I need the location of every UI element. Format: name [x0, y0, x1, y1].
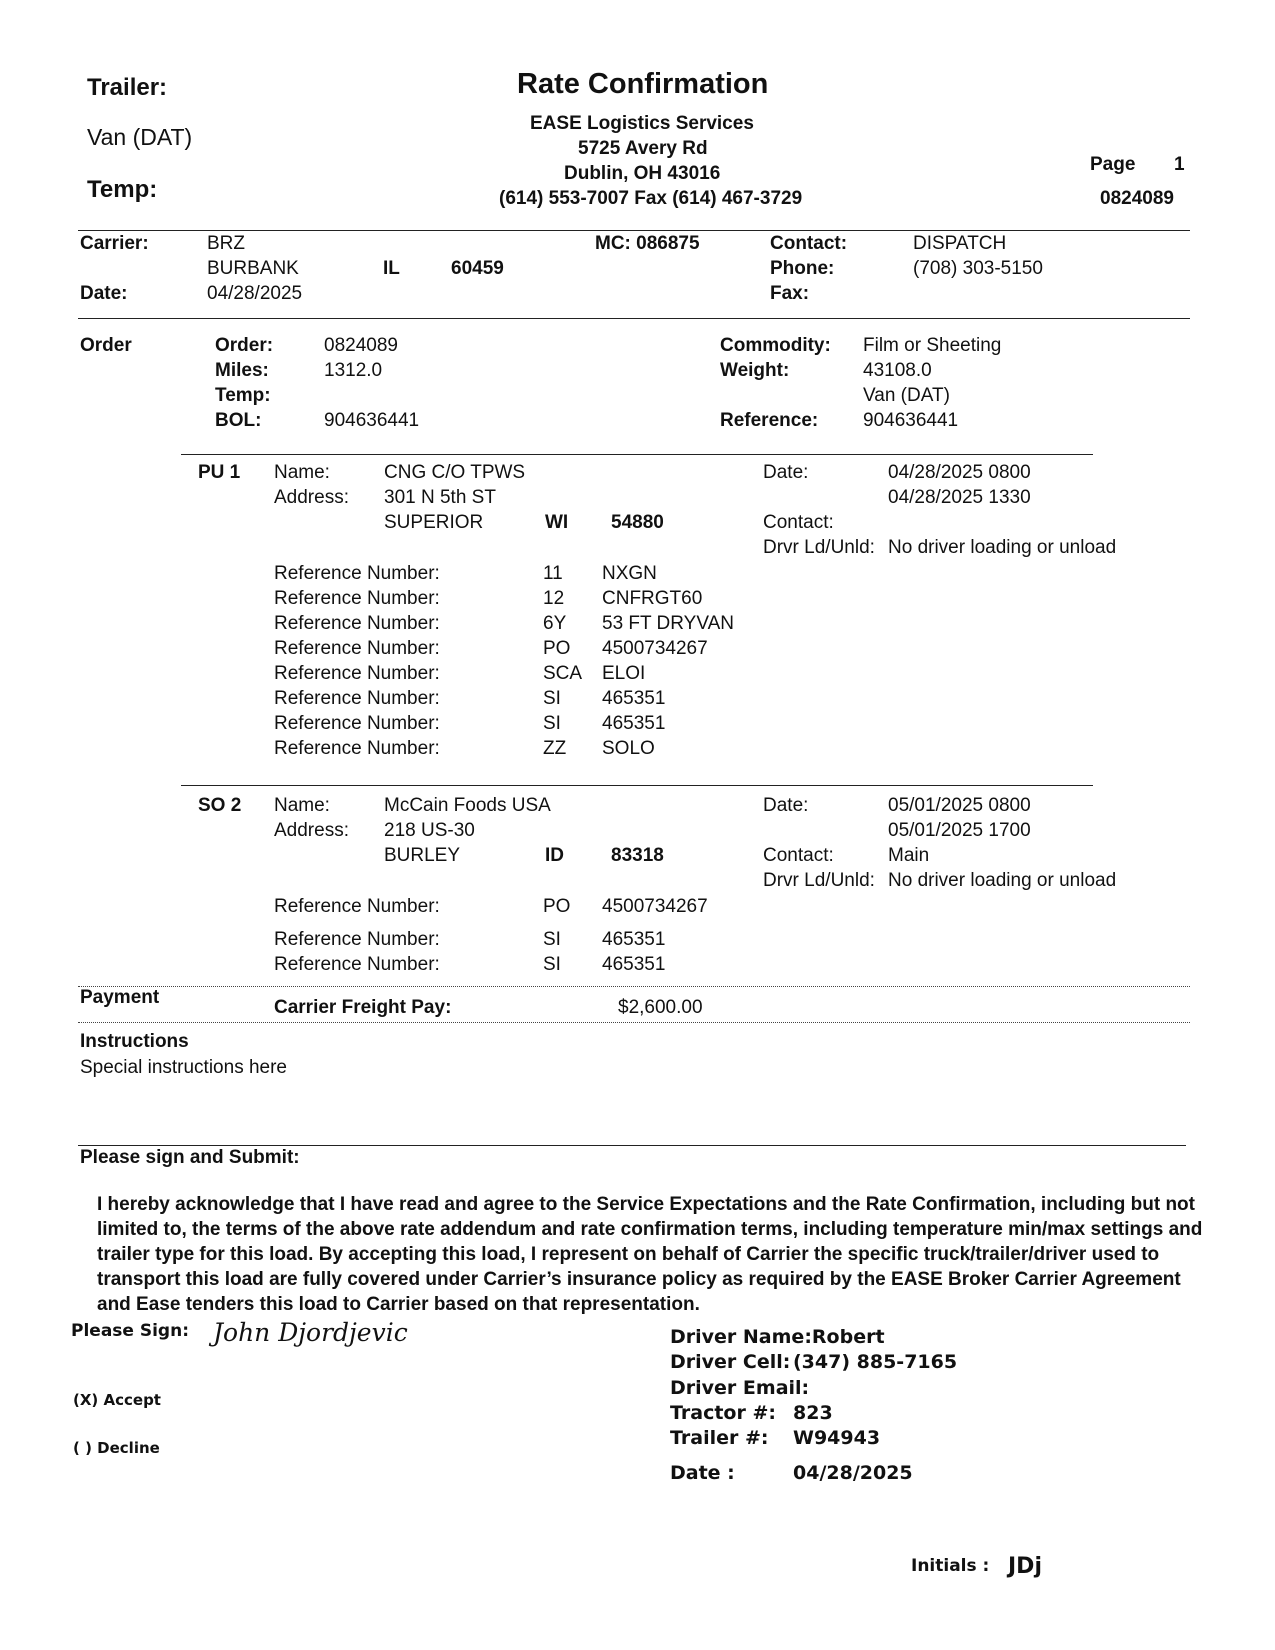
- ref-code: 12: [543, 588, 565, 609]
- stop-zip: 83318: [611, 845, 664, 866]
- commodity-value: Film or Sheeting: [863, 335, 1002, 356]
- ref-code: SI: [543, 688, 561, 709]
- stop-zip: 54880: [611, 512, 664, 533]
- ref-value: 4500734267: [602, 638, 708, 659]
- sign-heading: Please sign and Submit:: [80, 1147, 300, 1168]
- weight-label: Weight:: [720, 360, 790, 381]
- ref-value: 465351: [602, 929, 666, 950]
- ref-code: SI: [543, 954, 561, 975]
- carrier-mc: MC: 086875: [595, 233, 700, 254]
- stop-address-label: Address:: [274, 820, 349, 841]
- ref-value: NXGN: [602, 563, 657, 584]
- company-address-2: Dublin, OH 43016: [564, 163, 721, 184]
- signature: John Djordjevic: [213, 1318, 408, 1347]
- stop-drvr-value: No driver loading or unload: [888, 537, 1117, 558]
- ref-code: SCA: [543, 663, 583, 684]
- carrier-freight-pay-label: Carrier Freight Pay:: [274, 997, 452, 1018]
- phone-label: Phone:: [770, 258, 835, 279]
- stop-address-label: Address:: [274, 487, 349, 508]
- consent-text: I hereby acknowledge that I have read and agree to the Service Expectations and the Rate Confirmation, including but not limited to, the terms of the above rate addendum and rate confirmation terms, including temperature min/max settings and trailer type for this load. By accepting this load, I represent on behalf of Carrier the specific truck/trailer/driver used to transport this load are fully covered under Carrier’s insurance policy as required by the EASE Broker Carrier Agreement and Ease tenders this load to Carrier based on that representation.: [97, 1194, 1203, 1315]
- divider: [181, 785, 1093, 786]
- trailer-number: W94943: [793, 1427, 881, 1449]
- ref-code: 6Y: [543, 613, 567, 634]
- stop-date-start: 05/01/2025 0800: [888, 795, 1031, 816]
- stop-drvr-value: No driver loading or unload: [888, 870, 1117, 891]
- ref-label: Reference Number:: [274, 563, 440, 584]
- carrier-state: IL: [383, 258, 400, 279]
- stop-drvr-label: Drvr Ld/Unld:: [763, 537, 875, 558]
- stop-name-label: Name:: [274, 462, 330, 483]
- carrier-label: Carrier:: [80, 233, 149, 254]
- ref-value: 465351: [602, 954, 666, 975]
- doc-number: 0824089: [1100, 188, 1174, 209]
- ref-label: Reference Number:: [274, 638, 440, 659]
- ref-code: 11: [543, 563, 563, 584]
- ref-label: Reference Number:: [274, 613, 440, 634]
- stop-date-end: 05/01/2025 1700: [888, 820, 1031, 841]
- initials-label: Initials :: [911, 1556, 990, 1576]
- contact-label: Contact:: [770, 233, 848, 254]
- sign-date-label: Date :: [670, 1462, 735, 1484]
- stop-city: BURLEY: [384, 845, 461, 866]
- commodity-label: Commodity:: [720, 335, 831, 356]
- stop-street: 218 US-30: [384, 820, 475, 841]
- ref-label: Reference Number:: [274, 713, 440, 734]
- divider: [78, 230, 1190, 231]
- miles-value: 1312.0: [324, 360, 383, 381]
- ref-label: Reference Number:: [274, 738, 440, 759]
- decline-option[interactable]: ( ) Decline: [73, 1439, 160, 1457]
- stop-date-start: 04/28/2025 0800: [888, 462, 1031, 483]
- ref-value: CNFRGT60: [602, 588, 703, 609]
- reference-value: 904636441: [863, 410, 959, 431]
- please-sign-label: Please Sign:: [71, 1321, 189, 1341]
- carrier-contact: DISPATCH: [913, 233, 1007, 254]
- stop-city: SUPERIOR: [384, 512, 484, 533]
- order-section-label: Order: [80, 335, 132, 356]
- date-label: Date:: [80, 283, 128, 304]
- sign-date: 04/28/2025: [793, 1462, 913, 1484]
- order-value: 0824089: [324, 335, 398, 356]
- carrier-date: 04/28/2025: [207, 283, 303, 304]
- ref-label: Reference Number:: [274, 663, 440, 684]
- ref-label: Reference Number:: [274, 688, 440, 709]
- instructions-label: Instructions: [80, 1031, 189, 1052]
- ref-value: ELOI: [602, 663, 646, 684]
- trailer-number-label: Trailer #:: [670, 1427, 769, 1449]
- ref-value: 4500734267: [602, 896, 708, 917]
- ref-value: 53 FT DRYVAN: [602, 613, 734, 634]
- divider: [78, 318, 1190, 319]
- ref-value: SOLO: [602, 738, 655, 759]
- ref-value: 465351: [602, 713, 666, 734]
- ref-label: Reference Number:: [274, 954, 440, 975]
- carrier-city: BURBANK: [207, 258, 299, 279]
- stop-label: SO 2: [198, 795, 242, 816]
- order-temp-label: Temp:: [215, 385, 271, 406]
- company-name: EASE Logistics Services: [530, 113, 754, 134]
- company-address-1: 5725 Avery Rd: [578, 138, 708, 159]
- ref-value: 465351: [602, 688, 666, 709]
- ref-code: PO: [543, 896, 571, 917]
- order-label: Order:: [215, 335, 274, 356]
- stop-drvr-label: Drvr Ld/Unld:: [763, 870, 875, 891]
- divider: [78, 1145, 1186, 1146]
- stop-date-label: Date:: [763, 462, 809, 483]
- carrier-phone: (708) 303-5150: [913, 258, 1043, 279]
- tractor-number: 823: [793, 1402, 833, 1424]
- stop-state: ID: [545, 845, 564, 866]
- ref-code: SI: [543, 929, 561, 950]
- divider: [78, 986, 1190, 987]
- temp-label: Temp:: [87, 176, 158, 203]
- carrier-zip: 60459: [451, 258, 504, 279]
- stop-street: 301 N 5th ST: [384, 487, 496, 508]
- ref-code: PO: [543, 638, 571, 659]
- stop-state: WI: [545, 512, 569, 533]
- stop-name: McCain Foods USA: [384, 795, 551, 816]
- weight-value: 43108.0: [863, 360, 932, 381]
- stop-name-label: Name:: [274, 795, 330, 816]
- page-number: 1: [1174, 154, 1185, 175]
- payment-label: Payment: [80, 987, 160, 1008]
- bol-value: 904636441: [324, 410, 420, 431]
- ref-label: Reference Number:: [274, 929, 440, 950]
- company-phone-fax: (614) 553-7007 Fax (614) 467-3729: [499, 188, 803, 209]
- driver-cell-label: Driver Cell:: [670, 1351, 791, 1373]
- ref-code: ZZ: [543, 738, 567, 759]
- equipment-value: Van (DAT): [863, 385, 950, 406]
- stop-label: PU 1: [198, 462, 241, 483]
- stop-contact: Main: [888, 845, 930, 866]
- initials: JDj: [1008, 1554, 1042, 1579]
- carrier-name: BRZ: [207, 233, 245, 254]
- driver-name: Robert: [811, 1326, 885, 1348]
- driver-email-label: Driver Email:: [670, 1377, 810, 1399]
- carrier-freight-pay-value: $2,600.00: [618, 997, 703, 1018]
- trailer-label: Trailer:: [87, 74, 168, 101]
- ref-label: Reference Number:: [274, 896, 440, 917]
- ref-code: SI: [543, 713, 561, 734]
- ref-label: Reference Number:: [274, 588, 440, 609]
- driver-name-label: Driver Name:: [670, 1326, 812, 1348]
- tractor-label: Tractor #:: [670, 1402, 776, 1424]
- page-label: Page: [1090, 154, 1136, 175]
- stop-date-label: Date:: [763, 795, 809, 816]
- page-title: Rate Confirmation: [517, 68, 769, 100]
- stop-contact-label: Contact:: [763, 512, 834, 533]
- instructions-text: Special instructions here: [80, 1057, 287, 1078]
- stop-date-end: 04/28/2025 1330: [888, 487, 1031, 508]
- bol-label: BOL:: [215, 410, 262, 431]
- divider: [78, 1022, 1190, 1023]
- fax-label: Fax:: [770, 283, 810, 304]
- trailer-value: Van (DAT): [87, 124, 193, 150]
- miles-label: Miles:: [215, 360, 269, 381]
- stop-contact-label: Contact:: [763, 845, 834, 866]
- divider: [181, 454, 1093, 455]
- driver-cell: (347) 885-7165: [793, 1351, 958, 1373]
- stop-name: CNG C/O TPWS: [384, 462, 526, 483]
- accept-option[interactable]: (X) Accept: [73, 1391, 161, 1409]
- reference-label: Reference:: [720, 410, 819, 431]
